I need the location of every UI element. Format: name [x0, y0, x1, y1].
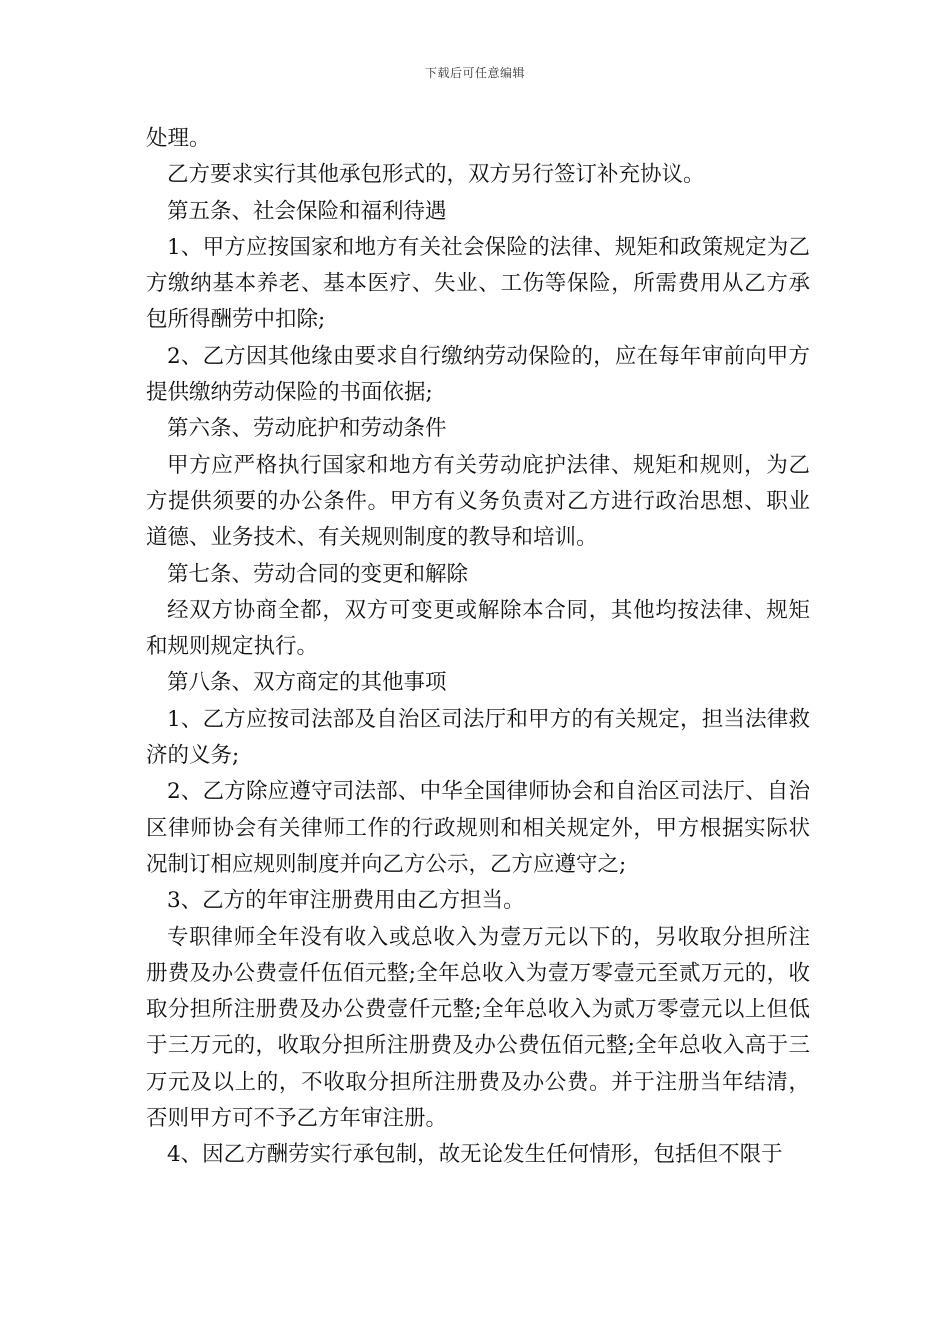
- paragraph: 甲方应严格执行国家和地方有关劳动庇护法律、规矩和规则，为乙方提供须要的办公条件。甲方有义务负责对乙方进行政治思想、职业道德、业务技术、有关规则制度的教导和培训。: [146, 452, 810, 551]
- section-heading: 第八条、双方商定的其他事项: [167, 670, 447, 696]
- paragraph: 1、乙方应按司法部及自治区司法厅和甲方的有关规定，担当法律救济的义务;: [146, 706, 810, 769]
- paragraph: 专职律师全年没有收入或总收入为壹万元以下的，另收取分担所注册费及办公费壹仟伍佰元整;全年总收入为壹万零壹元至贰万元的，收取分担所注册费及办公费壹仟元整;全年总收入为贰万零壹元以上但低于三万元的，收取分担所注册费及办公费伍佰元整;全年总收入高于三万元及以上的，不收取分担所注册费及办公费。并于注册当年结清，否则甲方可不予乙方年审注册。: [146, 924, 810, 1132]
- document-body: [146, 121, 810, 1174]
- paragraph: 4、因乙方酬劳实行承包制，故无论发生任何情形，包括但不限于: [167, 1142, 783, 1168]
- paragraph: 乙方要求实行其他承包形式的，双方另行签订补充协议。: [167, 162, 705, 188]
- paragraph: 2、乙方因其他缘由要求自行缴纳劳动保险的，应在每年审前向甲方提供缴纳劳动保险的书面依据;: [146, 343, 810, 406]
- paragraph: 3、乙方的年审注册费用由乙方担当。: [167, 888, 525, 914]
- paragraph: 处理。: [146, 126, 211, 151]
- page-header: 下载后可任意编辑: [424, 66, 525, 80]
- section-heading: 第六条、劳动庇护和劳动条件: [167, 416, 447, 442]
- paragraph: 经双方协商全都，双方可变更或解除本合同，其他均按法律、规矩和规则规定执行。: [146, 597, 810, 660]
- paragraph: 1、甲方应按国家和地方有关社会保险的法律、规矩和政策规定为乙方缴纳基本养老、基本医疗、失业、工伤等保险，所需费用从乙方承包所得酬劳中扣除;: [146, 234, 810, 333]
- section-heading: 第五条、社会保险和福利待遇: [167, 198, 447, 224]
- paragraph: 2、乙方除应遵守司法部、中华全国律师协会和自治区司法厅、自治区律师协会有关律师工作的行政规则和相关规定外，甲方根据实际状况制订相应规则制度并向乙方公示，乙方应遵守之;: [146, 779, 810, 877]
- section-heading: 第七条、劳动合同的变更和解除: [167, 561, 469, 587]
